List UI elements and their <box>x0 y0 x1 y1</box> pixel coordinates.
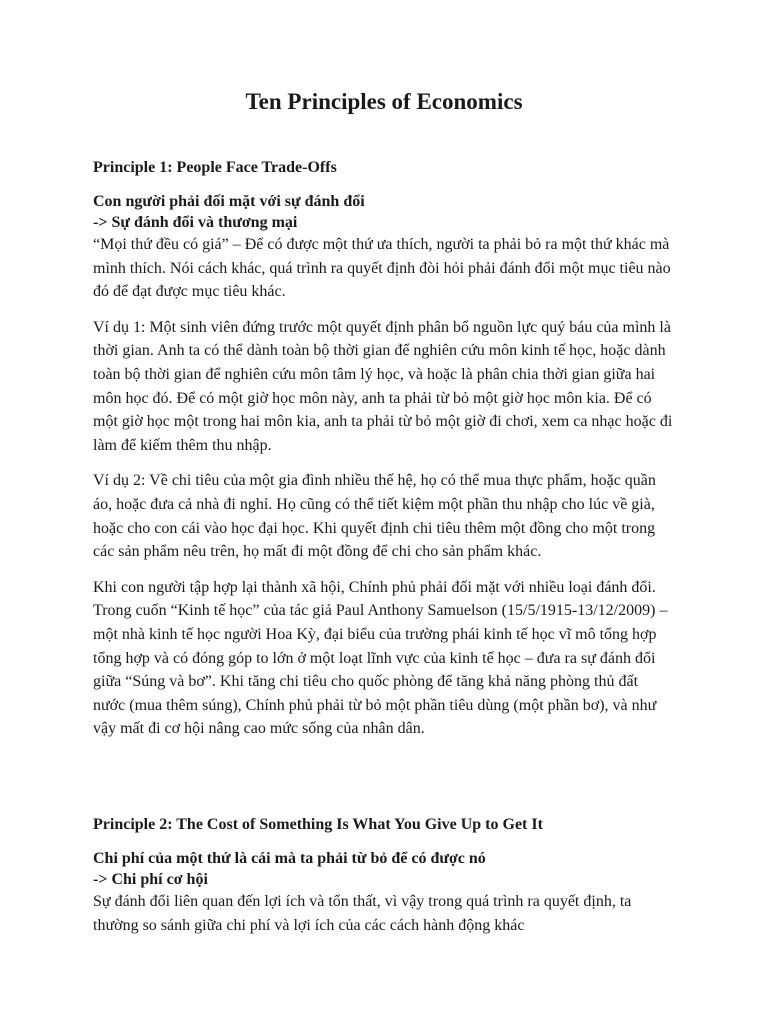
document-title: Ten Principles of Economics <box>245 89 523 114</box>
principle-1-section <box>93 157 673 753</box>
principle-2-heading: Principle 2: The Cost of Something Is What You Give Up to Get It <box>93 816 543 833</box>
principle-1-arrow-heading: -> Sự đánh đổi và thương mại <box>93 214 298 231</box>
principle-2-vn-heading: Chi phí của một thứ là cái mà ta phải từ bỏ để có được nó <box>93 850 486 867</box>
paragraph: Ví dụ 2: Về chi tiêu của một gia đình nhiều thế hệ, họ có thể mua thực phẩm, hoặc quần áo, hoặc đưa cả nhà đi nghỉ. Họ cũng có thể tiết kiệm một phần thu nhập cho lúc về già, hoặc cho con cái vào học đại học. Khi quyết định chi tiêu thêm một đồng cho một trong các sản phẩm nêu trên, họ mất đi một đồng để chi cho sản phẩm khác. <box>93 472 656 561</box>
principle-1-heading: Principle 1: People Face Trade-Offs <box>93 159 337 176</box>
paragraph: Khi con người tập hợp lại thành xã hội, Chính phủ phải đối mặt với nhiều loại đánh đổi. Trong cuốn “Kinh tế học” của tác giả Paul Anthony Samuelson (15/5/1915-13/12/2009) – một nhà kinh tế học người Hoa Kỳ, đại biểu của trường phái kinh tế học vĩ mô tổng hợp tổng hợp và có đóng góp to lớn ở một loạt lĩnh vực của kinh tế học – đưa ra sự đánh đổi giữa “Súng và bơ”. Khi tăng chi tiêu cho quốc phòng để tăng khả năng phòng thủ đất nước (mua thêm súng), Chính phủ phải từ bỏ một phần tiêu dùng (một phần bơ), và như vậy mất đi cơ hội nâng cao mức sống của nhân dân. <box>93 578 668 738</box>
principle-2-section <box>93 814 673 949</box>
principle-2-arrow-heading: -> Chi phí cơ hội <box>93 871 208 888</box>
paragraph: Ví dụ 1: Một sinh viên đứng trước một quyết định phân bổ nguồn lực quý báu của mình là thời gian. Anh ta có thể dành toàn bộ thời gian để nghiên cứu môn kinh tế học, hoặc dành toàn bộ thời gian để nghiên cứu môn tâm lý học, và hoặc là phân chia thời gian giữa hai môn học đó. Để có một giờ học môn này, anh ta phải từ bỏ một giờ học môn kia. Để có một giờ học một trong hai môn kia, anh ta phải từ bỏ một giờ đi chơi, xem ca nhạc hoặc đi làm để kiếm thêm thu nhập. <box>93 318 673 454</box>
principle-1-vn-heading: Con người phải đối mặt với sự đánh đổi <box>93 193 365 210</box>
paragraph: “Mọi thứ đều có giá” – Để có được một thứ ưa thích, người ta phải bỏ ra một thứ khác mà mình thích. Nói cách khác, quá trình ra quyết định đòi hỏi phải đánh đổi một mục tiêu nào đó để đạt được mục tiêu khác. <box>93 236 671 301</box>
paragraph: Sự đánh đổi liên quan đến lợi ích và tổn thất, vì vậy trong quá trình ra quyết định, ta thường so sánh giữa chi phí và lợi ích của các cách hành động khác <box>93 893 632 934</box>
